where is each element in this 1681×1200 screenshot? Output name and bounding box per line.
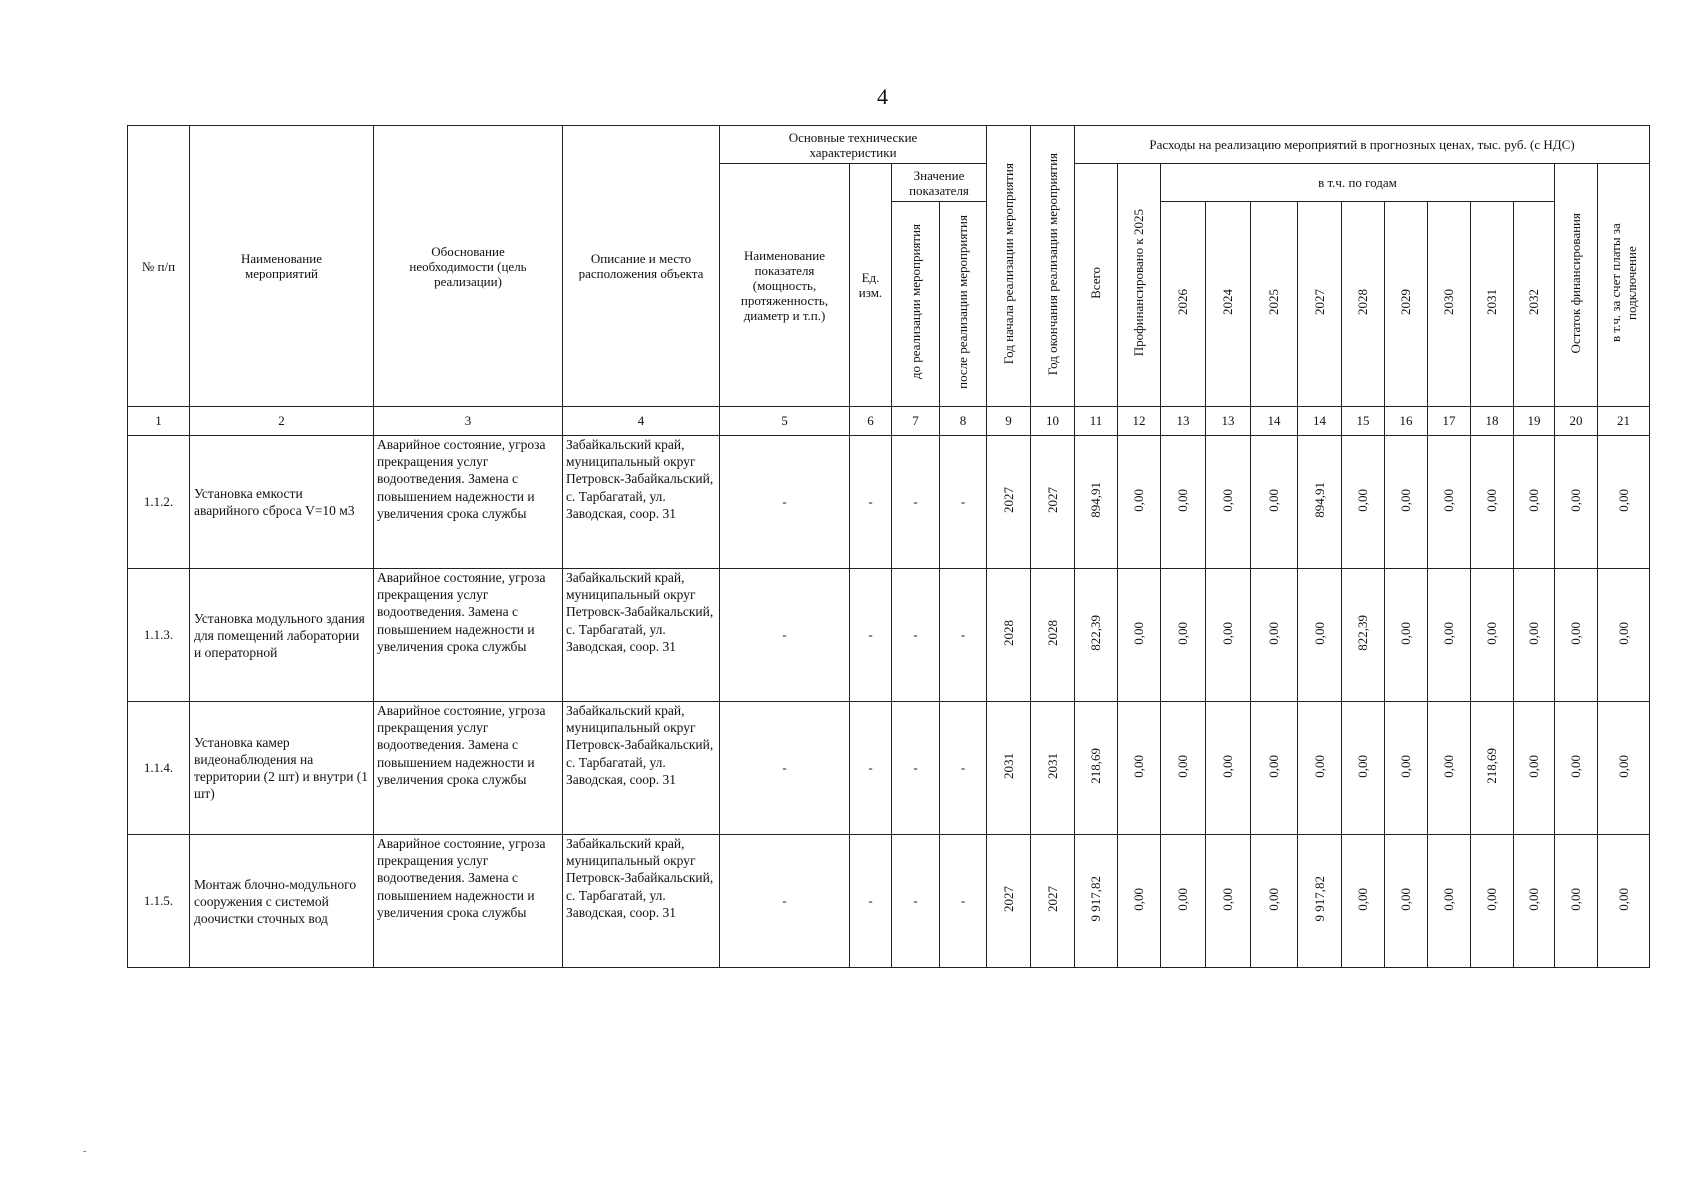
row-indicator: - xyxy=(720,436,850,569)
row-year-value: 0,00 xyxy=(1428,436,1471,569)
table-row xyxy=(128,436,1650,569)
row-connection-fee: 0,00 xyxy=(1598,835,1650,968)
row-connection-fee: 0,00 xyxy=(1598,436,1650,569)
row-total: 218,69 xyxy=(1075,702,1118,835)
column-number: 7 xyxy=(892,407,940,436)
column-number: 8 xyxy=(940,407,987,436)
column-number: 20 xyxy=(1555,407,1598,436)
column-number: 2 xyxy=(190,407,374,436)
row-total: 894,91 xyxy=(1075,436,1118,569)
table-row xyxy=(128,569,1650,702)
row-year-start: 2031 xyxy=(987,702,1031,835)
row-remainder: 0,00 xyxy=(1555,835,1598,968)
header-year: 2030 xyxy=(1428,202,1471,407)
header-connection-fee: в т.ч. за счет платы за подключение xyxy=(1598,164,1650,407)
row-year-value: 0,00 xyxy=(1161,835,1206,968)
row-indicator: - xyxy=(720,702,850,835)
row-year-value: 9 917,82 xyxy=(1298,835,1342,968)
row-num: 1.1.2. xyxy=(128,436,190,569)
column-number: 13 xyxy=(1161,407,1206,436)
row-year-value: 0,00 xyxy=(1471,436,1514,569)
row-location: Забайкальский край, муниципальный округ Петровск-Забайкальский, с. Тарбагатай, ул. Заводская, соор. 31 xyxy=(563,436,720,569)
row-year-end: 2027 xyxy=(1031,436,1075,569)
row-year-value: 0,00 xyxy=(1471,569,1514,702)
row-year-value: 0,00 xyxy=(1206,835,1251,968)
row-num: 1.1.4. xyxy=(128,702,190,835)
row-year-value: 0,00 xyxy=(1385,436,1428,569)
row-year-end: 2027 xyxy=(1031,835,1075,968)
header-prefinanced: Профинансировано к 2025 xyxy=(1118,164,1161,407)
row-year-value: 0,00 xyxy=(1251,835,1298,968)
row-reason: Аварийное состояние, угроза прекращения услуг водоотведения. Замена с повышением надежности и увеличения срока службы xyxy=(374,702,563,835)
column-number: 17 xyxy=(1428,407,1471,436)
row-indicator: - xyxy=(720,835,850,968)
row-location: Забайкальский край, муниципальный округ Петровск-Забайкальский, с. Тарбагатай, ул. Заводская, соор. 31 xyxy=(563,702,720,835)
row-after: - xyxy=(940,436,987,569)
header-year: 2029 xyxy=(1385,202,1428,407)
row-year-value: 0,00 xyxy=(1514,702,1555,835)
row-year-start: 2027 xyxy=(987,436,1031,569)
row-year-end: 2028 xyxy=(1031,569,1075,702)
row-unit: - xyxy=(850,702,892,835)
row-indicator: - xyxy=(720,569,850,702)
row-year-value: 0,00 xyxy=(1514,436,1555,569)
column-number: 15 xyxy=(1342,407,1385,436)
page-number: 4 xyxy=(877,84,888,109)
header-year: 2031 xyxy=(1471,202,1514,407)
column-number: 12 xyxy=(1118,407,1161,436)
row-year-value: 0,00 xyxy=(1342,702,1385,835)
row-year-value: 0,00 xyxy=(1298,569,1342,702)
header-year: 2028 xyxy=(1342,202,1385,407)
column-number: 1 xyxy=(128,407,190,436)
column-number: 21 xyxy=(1598,407,1650,436)
row-before: - xyxy=(892,569,940,702)
row-unit: - xyxy=(850,436,892,569)
row-year-value: 0,00 xyxy=(1385,835,1428,968)
row-before: - xyxy=(892,702,940,835)
column-number: 14 xyxy=(1251,407,1298,436)
header-year: 2032 xyxy=(1514,202,1555,407)
row-year-start: 2027 xyxy=(987,835,1031,968)
row-num: 1.1.3. xyxy=(128,569,190,702)
row-year-value: 822,39 xyxy=(1342,569,1385,702)
column-number: 11 xyxy=(1075,407,1118,436)
header-after: после реализации мероприятия xyxy=(940,202,987,407)
row-year-value: 0,00 xyxy=(1342,835,1385,968)
header-tech-group: Основные технические характеристики xyxy=(720,126,987,164)
row-before: - xyxy=(892,835,940,968)
row-year-value: 0,00 xyxy=(1251,702,1298,835)
header-year: 2025 xyxy=(1251,202,1298,407)
row-year-value: 0,00 xyxy=(1514,569,1555,702)
row-prefinanced: 0,00 xyxy=(1118,436,1161,569)
row-prefinanced: 0,00 xyxy=(1118,702,1161,835)
row-name: Установка камер видеонаблюдения на территории (2 шт) и внутри (1 шт) xyxy=(190,702,374,835)
header-total: Всего xyxy=(1075,164,1118,407)
header-year-start: Год начала реализации мероприятия xyxy=(987,126,1031,407)
row-prefinanced: 0,00 xyxy=(1118,835,1161,968)
row-reason: Аварийное состояние, угроза прекращения услуг водоотведения. Замена с повышением надежности и увеличения срока службы xyxy=(374,436,563,569)
header-name: Наименование мероприятий xyxy=(190,126,374,407)
header-location: Описание и место расположения объекта xyxy=(563,126,720,407)
column-number: 9 xyxy=(987,407,1031,436)
header-year-end: Год окончания реализации мероприятия xyxy=(1031,126,1075,407)
row-year-value: 0,00 xyxy=(1428,702,1471,835)
row-year-value: 0,00 xyxy=(1161,569,1206,702)
row-location: Забайкальский край, муниципальный округ Петровск-Забайкальский, с. Тарбагатай, ул. Заводская, соор. 31 xyxy=(563,569,720,702)
row-year-value: 0,00 xyxy=(1428,835,1471,968)
column-number: 19 xyxy=(1514,407,1555,436)
row-location: Забайкальский край, муниципальный округ Петровск-Забайкальский, с. Тарбагатай, ул. Заводская, соор. 31 xyxy=(563,835,720,968)
row-reason: Аварийное состояние, угроза прекращения услуг водоотведения. Замена с повышением надежности и увеличения срока службы xyxy=(374,835,563,968)
row-num: 1.1.5. xyxy=(128,835,190,968)
column-number: 6 xyxy=(850,407,892,436)
header-reason: Обоснование необходимости (цель реализации) xyxy=(374,126,563,407)
row-year-end: 2031 xyxy=(1031,702,1075,835)
row-after: - xyxy=(940,835,987,968)
investment-table xyxy=(127,125,1650,968)
row-connection-fee: 0,00 xyxy=(1598,569,1650,702)
column-number: 4 xyxy=(563,407,720,436)
column-number: 10 xyxy=(1031,407,1075,436)
row-year-value: 0,00 xyxy=(1385,702,1428,835)
row-connection-fee: 0,00 xyxy=(1598,702,1650,835)
row-after: - xyxy=(940,569,987,702)
column-number: 13 xyxy=(1206,407,1251,436)
header-before: до реализации мероприятия xyxy=(892,202,940,407)
row-year-value: 0,00 xyxy=(1342,436,1385,569)
row-year-value: 0,00 xyxy=(1206,436,1251,569)
row-after: - xyxy=(940,702,987,835)
row-name: Установка емкости аварийного сброса V=10 м3 xyxy=(190,436,374,569)
header-year: 2027 xyxy=(1298,202,1342,407)
header-num: № п/п xyxy=(128,126,190,407)
row-remainder: 0,00 xyxy=(1555,436,1598,569)
column-number: 3 xyxy=(374,407,563,436)
row-year-value: 0,00 xyxy=(1385,569,1428,702)
header-year: 2024 xyxy=(1206,202,1251,407)
row-year-value: 0,00 xyxy=(1206,569,1251,702)
column-number: 14 xyxy=(1298,407,1342,436)
row-year-value: 0,00 xyxy=(1206,702,1251,835)
header-costs-group: Расходы на реализацию мероприятий в прогнозных ценах, тыс. руб. (с НДС) xyxy=(1075,126,1650,164)
row-year-start: 2028 xyxy=(987,569,1031,702)
row-remainder: 0,00 xyxy=(1555,569,1598,702)
row-year-value: 0,00 xyxy=(1298,702,1342,835)
row-year-value: 0,00 xyxy=(1161,436,1206,569)
row-unit: - xyxy=(850,569,892,702)
row-remainder: 0,00 xyxy=(1555,702,1598,835)
row-year-value: 218,69 xyxy=(1471,702,1514,835)
row-name: Монтаж блочно-модульного сооружения с системой доочистки сточных вод xyxy=(190,835,374,968)
row-year-value: 0,00 xyxy=(1428,569,1471,702)
data-rows xyxy=(128,436,1650,968)
column-number: 16 xyxy=(1385,407,1428,436)
header-remainder: Остаток финансирования xyxy=(1555,164,1598,407)
row-total: 822,39 xyxy=(1075,569,1118,702)
header-by-years: в т.ч. по годам xyxy=(1161,164,1555,202)
row-total: 9 917,82 xyxy=(1075,835,1118,968)
row-year-value: 0,00 xyxy=(1471,835,1514,968)
row-year-value: 0,00 xyxy=(1161,702,1206,835)
table-row xyxy=(128,835,1650,968)
column-number: 5 xyxy=(720,407,850,436)
row-year-value: 894,91 xyxy=(1298,436,1342,569)
row-unit: - xyxy=(850,835,892,968)
column-number: 18 xyxy=(1471,407,1514,436)
row-year-value: 0,00 xyxy=(1514,835,1555,968)
column-numbers-row xyxy=(128,407,1650,436)
row-prefinanced: 0,00 xyxy=(1118,569,1161,702)
table-row xyxy=(128,702,1650,835)
header-year: 2026 xyxy=(1161,202,1206,407)
scan-speck: - xyxy=(83,1146,87,1157)
header-unit: Ед. изм. xyxy=(850,164,892,407)
row-name: Установка модульного здания для помещений лаборатории и операторной xyxy=(190,569,374,702)
header-indicator-name: Наименование показателя (мощность, протяженность, диаметр и т.п.) xyxy=(720,164,850,407)
row-before: - xyxy=(892,436,940,569)
row-year-value: 0,00 xyxy=(1251,436,1298,569)
header-value-group: Значение показателя xyxy=(892,164,987,202)
row-reason: Аварийное состояние, угроза прекращения услуг водоотведения. Замена с повышением надежности и увеличения срока службы xyxy=(374,569,563,702)
row-year-value: 0,00 xyxy=(1251,569,1298,702)
